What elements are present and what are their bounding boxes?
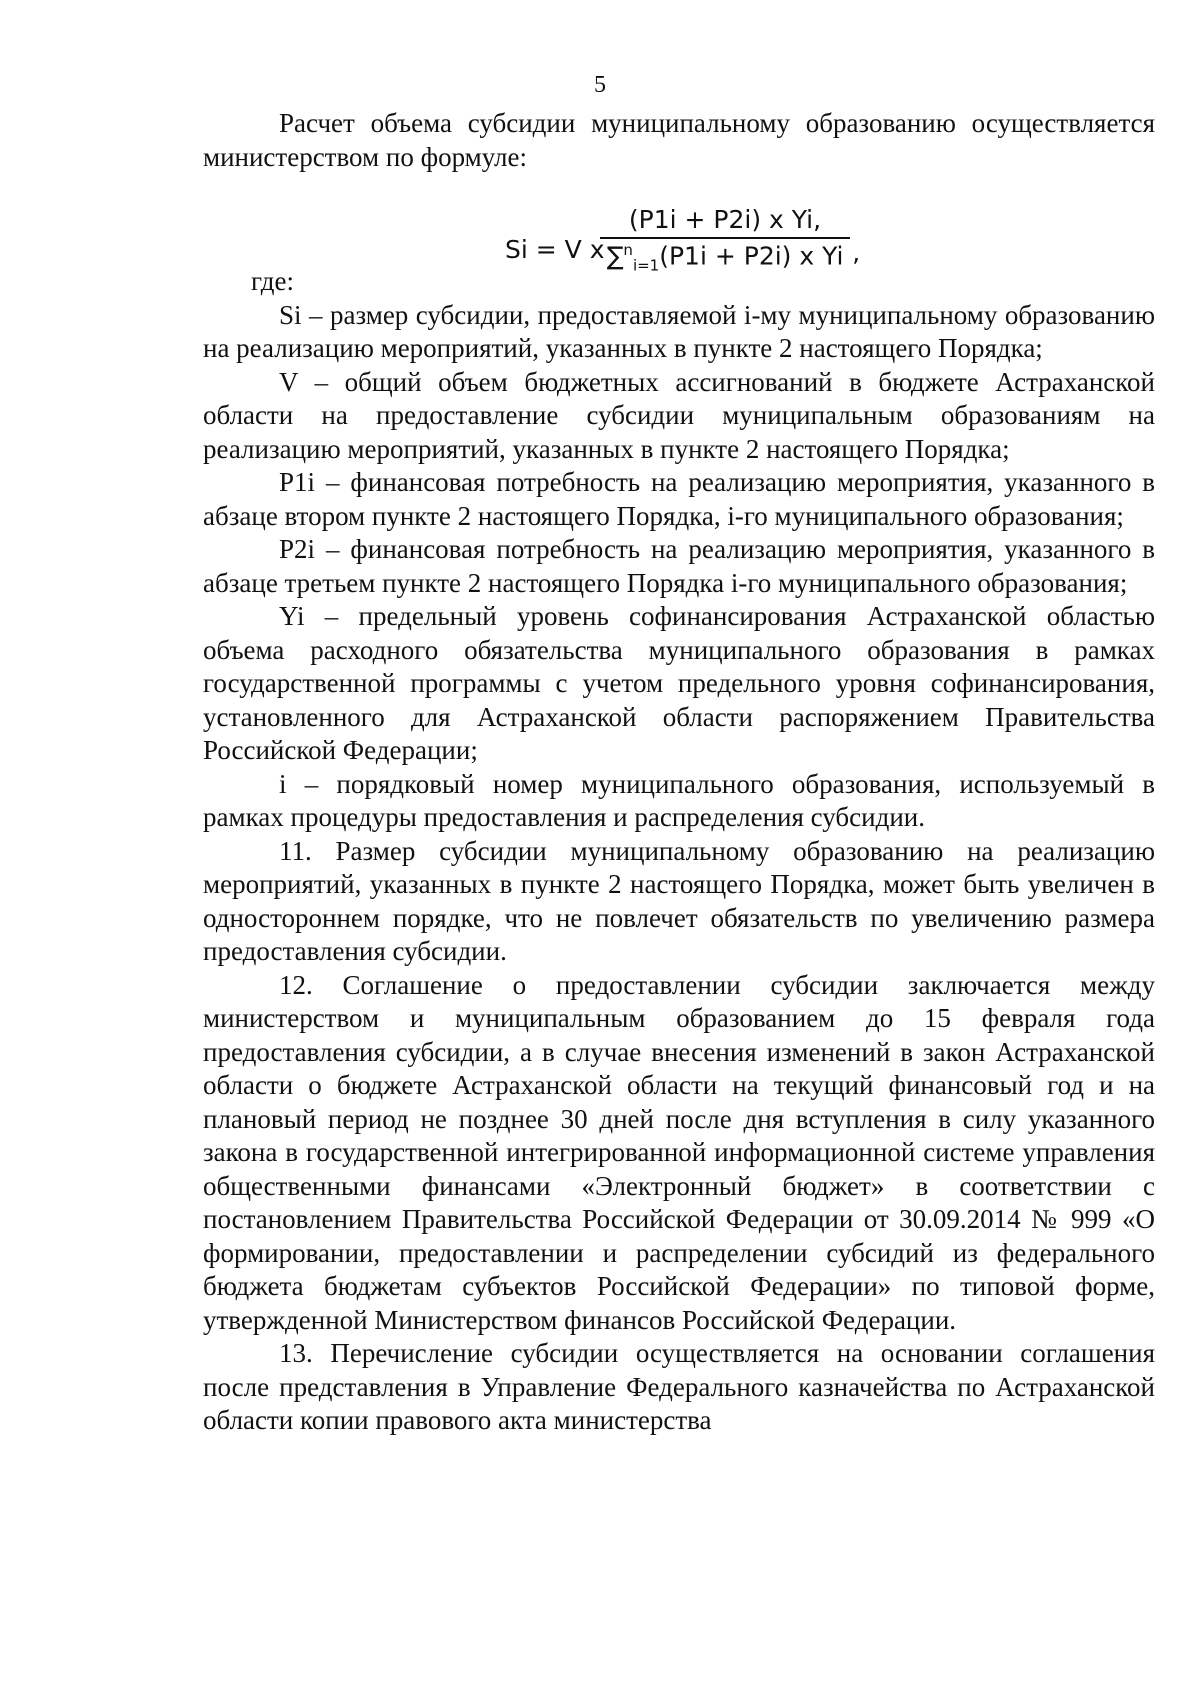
formula-trailing-mark: ’ [852,253,860,282]
where-label: где: [251,266,294,296]
clause-13: 13. Перечисление субсидии осуществляется на основании соглашения после представления в Управление Федерального казначейства по Астраханской области копии правового акта министерства [203,1338,1155,1435]
definition-p1i: P1i – финансовая потребность на реализацию мероприятия, указанного в абзаце втором пункте 2 настоящего Порядка, i-го муниципального образования; [203,467,1155,531]
intro-paragraph: Расчет объема субсидии муниципальному образованию осуществляется министерством по формуле: [203,108,1155,172]
sum-symbol: ∑ [606,241,624,271]
definition-i: i – порядковый номер муниципального образования, используемый в рамках процедуры предоставления и распределения субсидии. [203,768,1155,832]
page-number: 5 [594,72,606,98]
formula-numerator: (P1i + P2i) x Yi, [628,205,822,234]
sum-upper-limit: n [623,241,633,259]
definition-yi: Yi – предельный уровень софинансирования Астраханской областью объема расходного обязательства муниципального образования в рамках государственной программы с учетом предельного уровня софинансирования, установленного для Астраханской области распоряжением Правительства Российской Федерации; [203,601,1155,765]
definition-p2i: P2i – финансовая потребность на реализацию мероприятия, указанного в абзаце третьем пункте 2 настоящего Порядка i-го муниципального образования; [203,534,1155,598]
formula-lhs: Si = V x [505,235,605,264]
definition-si: Si – размер субсидии, предоставляемой i-му муниципальному образованию на реализацию мероприятий, указанных в пункте 2 настоящего Порядка; [203,299,1155,363]
definitions-block [203,265,1155,1438]
denominator-expression: (P1i + P2i) x Yi [659,241,844,271]
formula-fraction [600,205,850,274]
clause-11: 11. Размер субсидии муниципальному образованию на реализацию мероприятий, указанных в пункте 2 настоящего Порядка, может быть увеличен в одностороннем порядке, что не повлечет обязательств по увеличению размера предоставления субсидии. [203,835,1155,966]
definition-v: V – общий объем бюджетных ассигнований в бюджете Астраханской области на предоставление субсидии муниципальным образованиям на реализацию мероприятий, указанных в пункте 2 настоящего Порядка; [203,366,1155,464]
intro-block [203,107,1155,174]
sum-lower-limit: i=1 [632,256,660,275]
clause-12: 12. Соглашение о предоставлении субсидии заключается между министерством и муниципальным образованием до 15 февраля года предоставления субсидии, а в случае внесения изменений в закон Астраханской области о бюджете Астраханской области на текущий финансовый год и на плановый период не позднее 30 дней после дня вступления в силу указанного закона в государственной интегрированной информационной системе управления общественными финансами «Электронный бюджет» в соответствии с постановлением Правительства Российской Федерации от 30.09.2014 № 999 «О формировании, предоставлении и распределении субсидий из федерального бюджета бюджетам субъектов Российской Федерации» по типовой форме, утвержденной Министерством финансов Российской Федерации. [203,969,1155,1335]
